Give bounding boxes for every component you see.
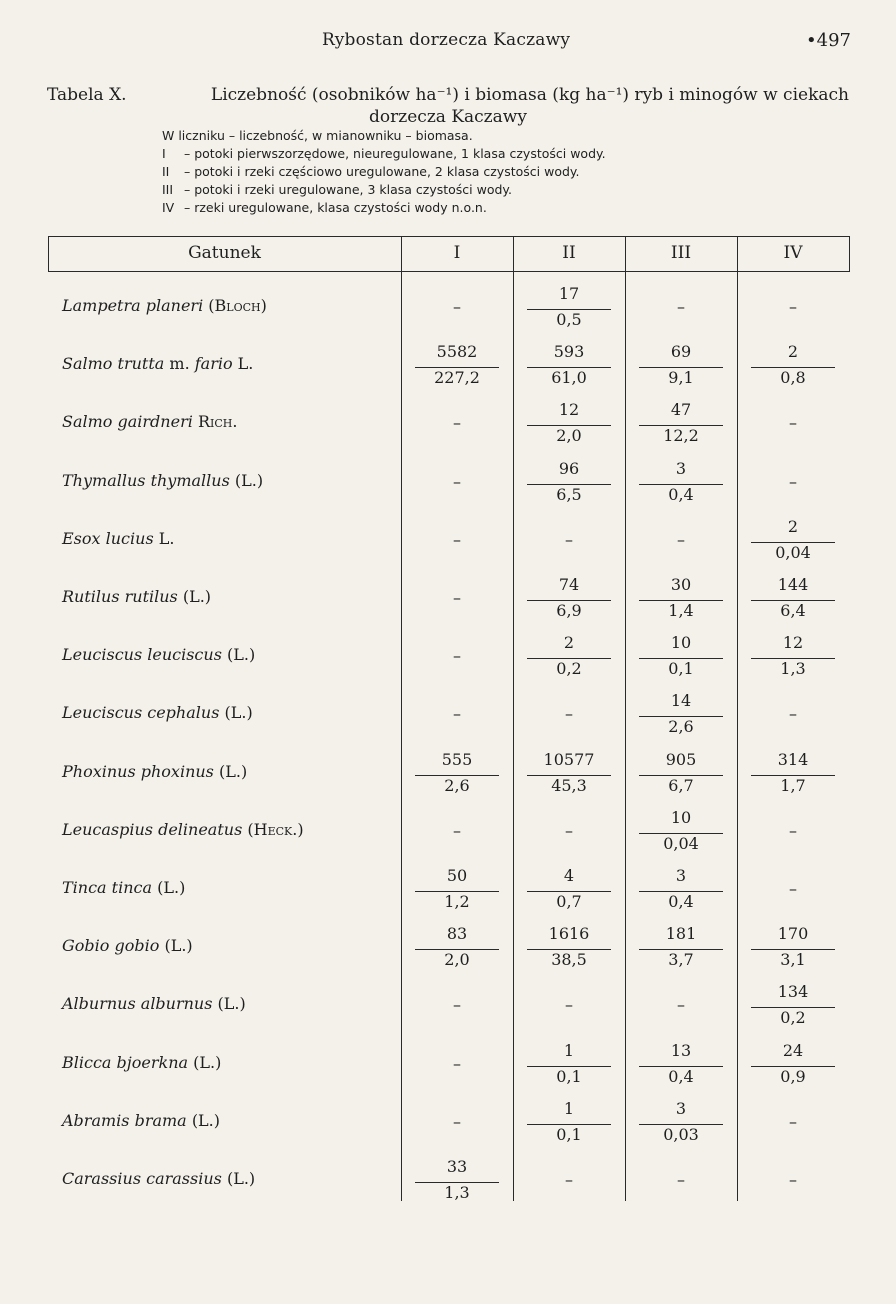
- empty-dash: –: [789, 820, 797, 840]
- species-latin: Gobio gobio: [62, 936, 160, 956]
- table-cell: [625, 509, 737, 567]
- species-author: (L.): [218, 761, 248, 781]
- biomass-value: 0,1: [668, 659, 694, 679]
- table-cell: [401, 451, 513, 509]
- table-row: [48, 392, 850, 450]
- empty-dash: –: [677, 297, 685, 316]
- abundance-value: 24: [782, 1040, 804, 1060]
- table-row: [48, 1033, 850, 1091]
- table-cell: [401, 1091, 513, 1149]
- column-header-i: I: [453, 243, 461, 263]
- species-latin: Leuciscus cephalus: [62, 703, 220, 723]
- species-author: (L.): [234, 470, 264, 490]
- empty-dash: –: [453, 1053, 461, 1073]
- table-row: [48, 974, 850, 1032]
- species-name: [62, 412, 237, 431]
- table-legend: [162, 127, 606, 217]
- table-cell: [625, 392, 737, 450]
- biomass-value: 0,2: [780, 1008, 806, 1028]
- table-cell: [737, 858, 849, 916]
- table-cell: [737, 625, 849, 683]
- table-row: [48, 1149, 850, 1207]
- abundance-value: 1: [563, 1040, 575, 1060]
- biomass-value: 0,04: [775, 542, 811, 562]
- species-latin: Lampetra planeri: [62, 296, 204, 315]
- abundance-value: 2: [563, 633, 575, 653]
- empty-dash: –: [453, 820, 461, 840]
- species-author: (L.): [217, 994, 246, 1014]
- empty-dash: –: [453, 297, 461, 316]
- table-cell: [625, 451, 737, 509]
- abundance-value: 144: [777, 575, 809, 594]
- table-cell: [401, 625, 513, 683]
- empty-dash: –: [565, 529, 573, 549]
- table-cell: [625, 334, 737, 392]
- table-cell: [737, 916, 849, 974]
- species-name: [62, 994, 246, 1013]
- species-name: [62, 296, 267, 315]
- table-cell: [513, 916, 625, 974]
- species-author: (L.): [224, 703, 253, 723]
- biomass-value: 38,5: [551, 950, 587, 970]
- legend-row: [162, 199, 606, 217]
- legend-text: W liczniku – liczebność, w mianowniku – biomasa.: [162, 128, 473, 143]
- table-row: [48, 276, 850, 334]
- table-row: [48, 858, 850, 916]
- species-author: (L.): [193, 1052, 222, 1072]
- species-name: [62, 471, 263, 490]
- table-caption-line2: dorzecza Kaczawy: [369, 107, 527, 127]
- biomass-value: 6,4: [780, 601, 806, 620]
- biomass-value: 1,7: [780, 775, 806, 795]
- abundance-value: 30: [670, 575, 692, 594]
- abundance-value: 1616: [548, 924, 590, 944]
- table-top-rule: [48, 236, 850, 237]
- table-cell: [737, 567, 849, 625]
- species-author: (L.): [182, 587, 212, 606]
- table-cell: [513, 974, 625, 1032]
- table-cell: [401, 1149, 513, 1207]
- species-name: [62, 354, 253, 373]
- abundance-value: 134: [777, 982, 809, 1002]
- table-row: [48, 509, 850, 567]
- species-latin: Blicca bjoerkna: [62, 1052, 189, 1072]
- empty-dash: –: [453, 646, 461, 666]
- table-cell: [401, 276, 513, 334]
- table-cell: [401, 392, 513, 450]
- biomass-value: 0,8: [780, 368, 806, 388]
- species-latin: Carassius carassius: [62, 1169, 222, 1188]
- species-author: (L.): [164, 936, 193, 956]
- table-cell: [513, 858, 625, 916]
- abundance-value: 74: [558, 575, 580, 594]
- data-table: [48, 236, 850, 1201]
- empty-dash: –: [789, 704, 797, 724]
- empty-dash: –: [453, 995, 461, 1015]
- table-cell: [737, 1149, 849, 1207]
- species-author: (L.): [227, 645, 256, 665]
- biomass-value: 45,3: [551, 775, 587, 795]
- species-name: [62, 1053, 221, 1072]
- table-row: [48, 334, 850, 392]
- table-cell: [625, 567, 737, 625]
- biomass-value: 0,1: [556, 1066, 582, 1086]
- abundance-value: 17: [558, 284, 580, 303]
- table-cell: [625, 1149, 737, 1207]
- species-latin: Tinca tinca: [62, 878, 153, 897]
- table-row: [48, 916, 850, 974]
- empty-dash: –: [565, 995, 573, 1015]
- biomass-value: 61,0: [551, 368, 587, 388]
- abundance-value: 181: [665, 924, 697, 944]
- empty-dash: –: [677, 529, 685, 549]
- table-cell: [513, 625, 625, 683]
- biomass-value: 2,6: [668, 717, 694, 737]
- species-latin: Salmo trutta: [62, 354, 165, 374]
- column-header-iv: IV: [783, 243, 803, 263]
- abundance-value: 4: [563, 866, 575, 885]
- empty-dash: –: [453, 588, 461, 607]
- empty-dash: –: [789, 297, 797, 316]
- table-cell: [737, 974, 849, 1032]
- table-cell: [401, 858, 513, 916]
- table-cell: [737, 451, 849, 509]
- table-row: [48, 1091, 850, 1149]
- biomass-value: 6,9: [556, 601, 582, 620]
- table-cell: [401, 683, 513, 741]
- abundance-value: 3: [675, 458, 687, 478]
- legend-text: – potoki pierwszorzędowe, nieuregulowane, 1 klasa czystości wody.: [184, 146, 606, 161]
- column-divider: [849, 236, 850, 272]
- table-cell: [401, 1033, 513, 1091]
- empty-dash: –: [565, 1170, 573, 1189]
- abundance-value: 2: [787, 342, 799, 362]
- species-name: [62, 703, 253, 722]
- table-cell: [513, 276, 625, 334]
- biomass-value: 2,0: [556, 426, 582, 446]
- species-author: (L.): [157, 878, 186, 897]
- biomass-value: 2,6: [444, 775, 470, 795]
- table-cell: [401, 334, 513, 392]
- species-latin: Abramis brama: [62, 1110, 187, 1130]
- table-cell: [625, 800, 737, 858]
- table-cell: [401, 742, 513, 800]
- abundance-value: 593: [553, 342, 585, 362]
- abundance-value: 10: [670, 807, 692, 827]
- table-cell: [401, 567, 513, 625]
- abundance-value: 96: [558, 458, 580, 478]
- legend-key: II: [162, 164, 170, 179]
- species-author: m. fario L.: [169, 354, 254, 374]
- running-head: [0, 30, 896, 54]
- table-cell: [625, 858, 737, 916]
- table-cell: [625, 1091, 737, 1149]
- abundance-value: 5582: [436, 342, 478, 362]
- column-header-iii: III: [670, 243, 692, 263]
- biomass-value: 0,4: [668, 1066, 694, 1086]
- table-cell: [625, 742, 737, 800]
- table-cell: [513, 742, 625, 800]
- biomass-value: 0,1: [556, 1124, 582, 1144]
- biomass-value: 0,9: [780, 1066, 806, 1086]
- abundance-value: 83: [446, 924, 468, 944]
- table-cell: [401, 800, 513, 858]
- table-cell: [513, 683, 625, 741]
- table-cell: [737, 276, 849, 334]
- table-cell: [401, 974, 513, 1032]
- biomass-value: 2,0: [444, 950, 470, 970]
- species-author: (Heck.): [247, 819, 304, 839]
- table-cell: [737, 509, 849, 567]
- table-row: [48, 800, 850, 858]
- species-name: [62, 587, 211, 606]
- abundance-value: 314: [777, 749, 809, 769]
- empty-dash: –: [677, 995, 685, 1015]
- table-header-rule: [48, 271, 850, 272]
- species-name: [62, 645, 255, 664]
- biomass-value: 0,04: [663, 833, 699, 853]
- table-cell: [737, 742, 849, 800]
- table-cell: [625, 276, 737, 334]
- abundance-value: 3: [675, 866, 687, 885]
- species-latin: Salmo gairdneri: [62, 412, 193, 432]
- abundance-value: 170: [777, 924, 809, 944]
- abundance-value: 10577: [543, 749, 595, 769]
- table-row: [48, 451, 850, 509]
- table-cell: [513, 1033, 625, 1091]
- biomass-value: 1,4: [668, 601, 694, 620]
- table-cell: [737, 392, 849, 450]
- abundance-value: 33: [446, 1157, 468, 1176]
- empty-dash: –: [453, 471, 461, 491]
- species-name: [62, 529, 174, 548]
- biomass-value: 0,4: [668, 892, 694, 911]
- species-author: (Bloch): [208, 296, 267, 315]
- biomass-value: 1,2: [444, 892, 470, 911]
- empty-dash: –: [789, 413, 797, 433]
- abundance-value: 3: [675, 1098, 687, 1118]
- species-name: [62, 1169, 255, 1188]
- biomass-value: 0,7: [556, 892, 582, 911]
- table-cell: [513, 567, 625, 625]
- table-cell: [625, 625, 737, 683]
- empty-dash: –: [565, 704, 573, 724]
- legend-row: [162, 181, 606, 199]
- empty-dash: –: [677, 1170, 685, 1189]
- legend-key: III: [162, 182, 174, 197]
- table-cell: [513, 451, 625, 509]
- empty-dash: –: [453, 413, 461, 433]
- species-name: [62, 820, 304, 839]
- table-cell: [401, 509, 513, 567]
- abundance-value: 69: [670, 342, 692, 362]
- species-name: [62, 878, 185, 897]
- biomass-value: 3,1: [780, 950, 806, 970]
- species-latin: Alburnus alburnus: [62, 994, 213, 1014]
- table-cell: [513, 800, 625, 858]
- page-number: •497: [806, 30, 851, 51]
- species-latin: Leuciscus leuciscus: [62, 645, 222, 665]
- table-cell: [513, 1149, 625, 1207]
- abundance-value: 13: [670, 1040, 692, 1060]
- biomass-value: 0,2: [556, 659, 582, 679]
- table-cell: [401, 916, 513, 974]
- species-name: [62, 762, 247, 781]
- abundance-value: 12: [782, 633, 804, 653]
- species-latin: Phoxinus phoxinus: [62, 761, 214, 781]
- column-header-species: Gatunek: [188, 243, 261, 263]
- table-cell: [625, 916, 737, 974]
- table-caption: [47, 84, 849, 128]
- species-author: (L.): [191, 1110, 221, 1130]
- running-title: Rybostan dorzecza Kaczawy: [322, 30, 571, 50]
- species-author: L.: [158, 528, 175, 548]
- empty-dash: –: [453, 704, 461, 724]
- table-cell: [737, 1091, 849, 1149]
- table-row: [48, 742, 850, 800]
- biomass-value: 3,7: [668, 950, 694, 970]
- table-cell: [513, 1091, 625, 1149]
- empty-dash: –: [565, 820, 573, 840]
- biomass-value: 227,2: [434, 368, 480, 388]
- biomass-value: 0,4: [668, 484, 694, 504]
- legend-key: I: [162, 146, 166, 161]
- table-label: Tabela X.: [47, 85, 127, 105]
- biomass-value: 1,3: [444, 1183, 470, 1202]
- biomass-value: 1,3: [780, 659, 806, 679]
- table-cell: [737, 800, 849, 858]
- species-author: (L.): [226, 1169, 256, 1188]
- abundance-value: 50: [446, 866, 468, 885]
- legend-row: [162, 145, 606, 163]
- table-cell: [737, 683, 849, 741]
- table-cell: [625, 974, 737, 1032]
- biomass-value: 12,2: [663, 426, 699, 446]
- abundance-value: 47: [670, 400, 692, 420]
- table-cell: [625, 1033, 737, 1091]
- abundance-value: 555: [441, 749, 473, 769]
- legend-text: – rzeki uregulowane, klasa czystości wody n.o.n.: [184, 200, 487, 215]
- table-row: [48, 567, 850, 625]
- species-latin: Thymallus thymallus: [62, 470, 230, 490]
- empty-dash: –: [789, 1170, 797, 1189]
- legend-row: [162, 163, 606, 181]
- legend-row: [162, 127, 606, 145]
- biomass-value: 9,1: [668, 368, 694, 388]
- empty-dash: –: [789, 879, 797, 898]
- species-latin: Rutilus rutilus: [62, 587, 178, 606]
- biomass-value: 0,03: [663, 1124, 699, 1144]
- legend-key: IV: [162, 200, 175, 215]
- column-header-ii: II: [562, 243, 576, 263]
- table-cell: [625, 683, 737, 741]
- abundance-value: 12: [558, 400, 580, 420]
- species-name: [62, 936, 193, 955]
- table-caption-line1: Liczebność (osobników ha⁻¹) i biomasa (kg ha⁻¹) ryb i minogów w ciekach: [210, 85, 849, 105]
- abundance-value: 905: [665, 749, 697, 769]
- table-cell: [513, 509, 625, 567]
- table-row: [48, 683, 850, 741]
- table-row: [48, 625, 850, 683]
- species-name: [62, 1111, 220, 1130]
- species-latin: Esox lucius: [62, 528, 154, 548]
- table-cell: [513, 392, 625, 450]
- legend-text: – potoki i rzeki częściowo uregulowane, 2 klasa czystości wody.: [184, 164, 580, 179]
- table-cell: [513, 334, 625, 392]
- empty-dash: –: [789, 1111, 797, 1131]
- abundance-value: 14: [670, 691, 692, 711]
- species-latin: Leucaspius delineatus: [62, 819, 243, 839]
- empty-dash: –: [789, 471, 797, 491]
- table-cell: [737, 1033, 849, 1091]
- biomass-value: 6,5: [556, 484, 582, 504]
- empty-dash: –: [453, 1111, 461, 1131]
- species-author: Rich.: [197, 412, 238, 432]
- biomass-value: 0,5: [556, 310, 582, 329]
- abundance-value: 1: [563, 1098, 575, 1118]
- table-cell: [737, 334, 849, 392]
- abundance-value: 2: [787, 516, 799, 536]
- biomass-value: 6,7: [668, 775, 694, 795]
- abundance-value: 10: [670, 633, 692, 653]
- legend-text: – potoki i rzeki uregulowane, 3 klasa czystości wody.: [184, 182, 513, 197]
- empty-dash: –: [453, 529, 461, 549]
